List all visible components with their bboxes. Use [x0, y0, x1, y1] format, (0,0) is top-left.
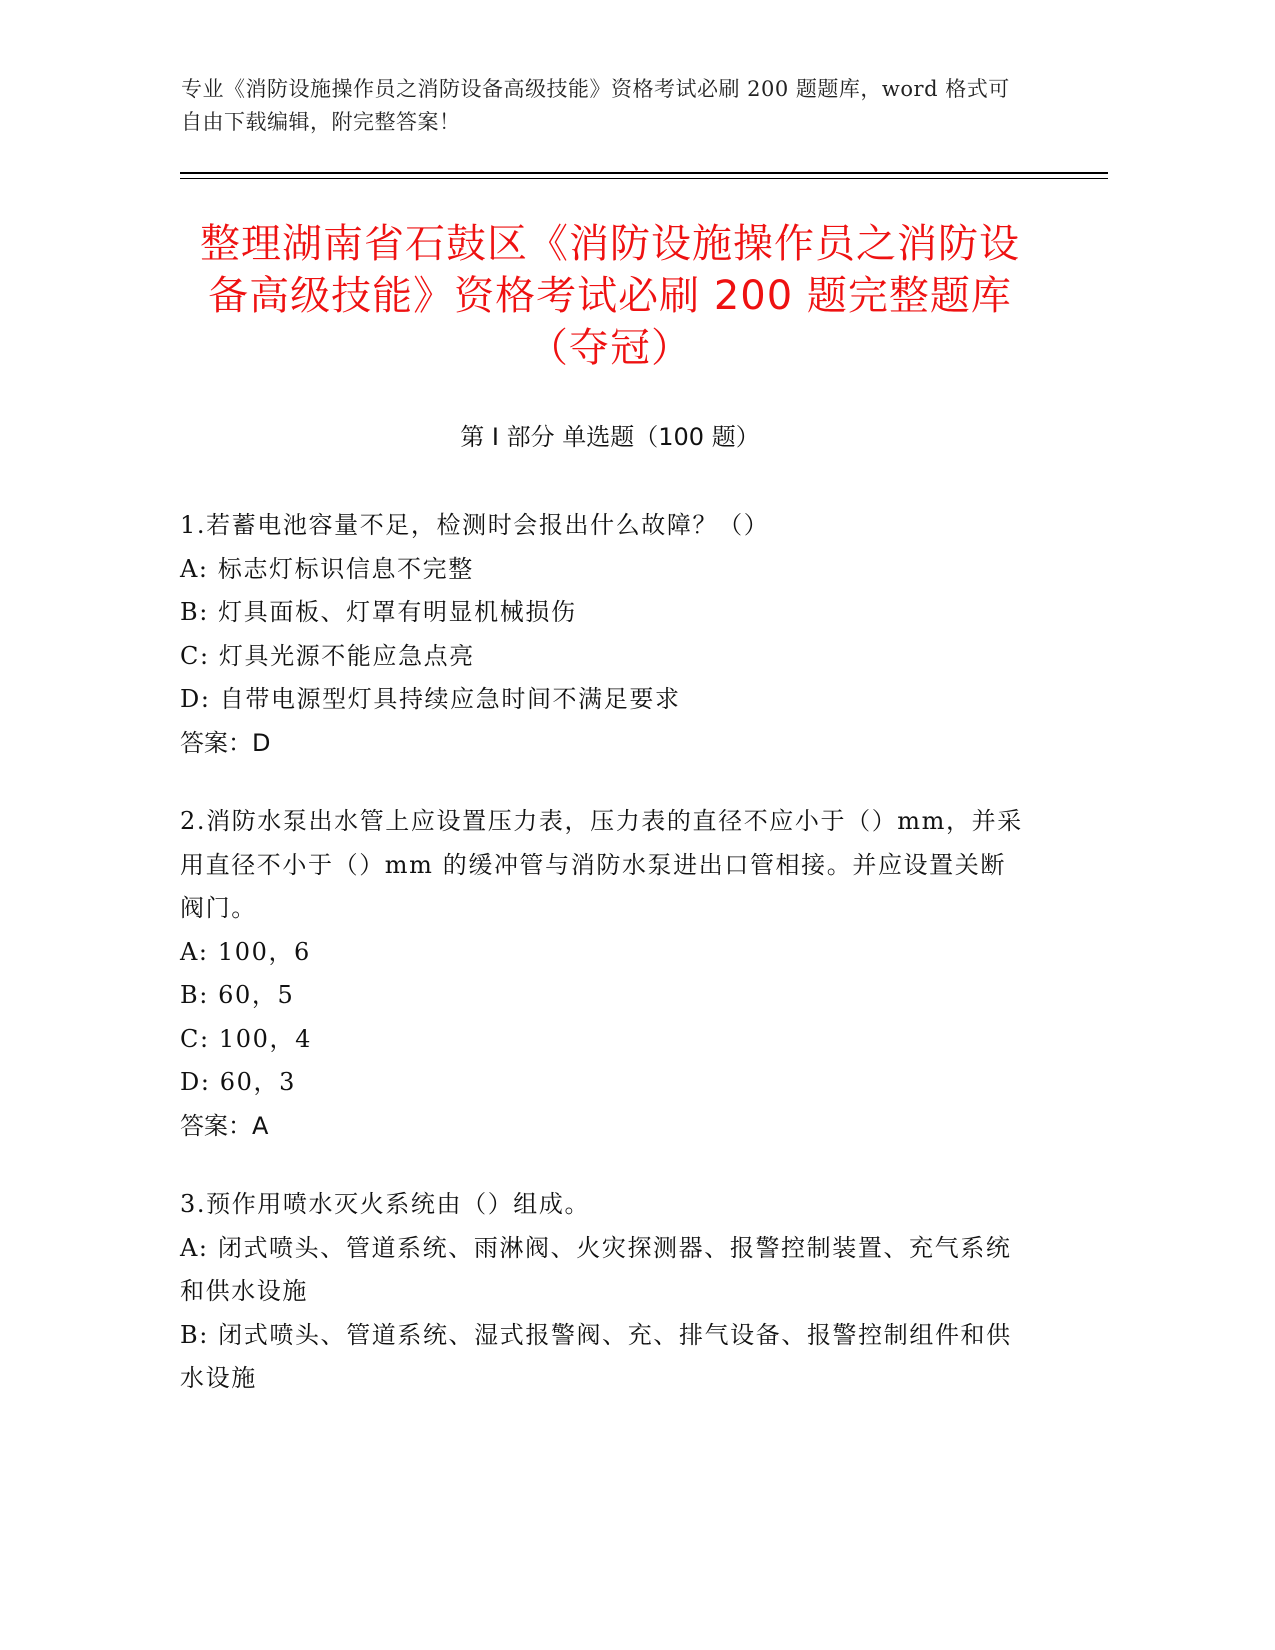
answer-line: 答案：A: [180, 1111, 269, 1140]
question-2: [180, 800, 1030, 1148]
question-list: [180, 504, 1030, 1436]
option-d: D: 60，3: [180, 1068, 296, 1096]
document-title: 整理湖南省石鼓区《消防设施操作员之消防设备高级技能》资格考试必刷 200 题完整题库（夺冠）: [200, 221, 1020, 371]
option-a: A: 100，6: [180, 937, 311, 966]
answer-line: 答案：D: [180, 728, 271, 757]
option-b: B: 60，5: [180, 981, 295, 1009]
header-divider-thin: [180, 178, 1108, 179]
option-b: B: 闭式喷头、管道系统、湿式报警阀、充、排气设备、报警控制组件和供水设施: [180, 1320, 1012, 1392]
question-stem: 3.预作用喷水灭火系统由（）组成。: [180, 1190, 591, 1218]
question-stem: 2.消防水泵出水管上应设置压力表，压力表的直径不应小于（）mm，并采用直径不小于（）mm 的缓冲管与消防水泵进出口管相接。并应设置关断阀门。: [180, 807, 1023, 922]
option-c: C: 灯具光源不能应急点亮: [180, 641, 475, 670]
option-a: A: 闭式喷头、管道系统、雨淋阀、火灾探测器、报警控制装置、充气系统和供水设施: [180, 1233, 1012, 1305]
question-stem: 1.若蓄电池容量不足，检测时会报出什么故障？（）: [180, 511, 770, 539]
option-a: A: 标志灯标识信息不完整: [180, 554, 474, 583]
question-3: [180, 1183, 1030, 1401]
option-b: B: 灯具面板、灯罩有明显机械损伤: [180, 598, 577, 626]
section-title: 第 I 部分 单选题（100 题）: [460, 423, 760, 451]
question-1: [180, 504, 1030, 765]
option-d: D: 自带电源型灯具持续应急时间不满足要求: [180, 685, 681, 713]
header-divider-thick: [180, 172, 1108, 174]
option-c: C: 100，4: [180, 1024, 312, 1053]
header-note: 专业《消防设施操作员之消防设备高级技能》资格考试必刷 200 题题库，word 格式可自由下载编辑，附完整答案！: [181, 77, 1010, 134]
